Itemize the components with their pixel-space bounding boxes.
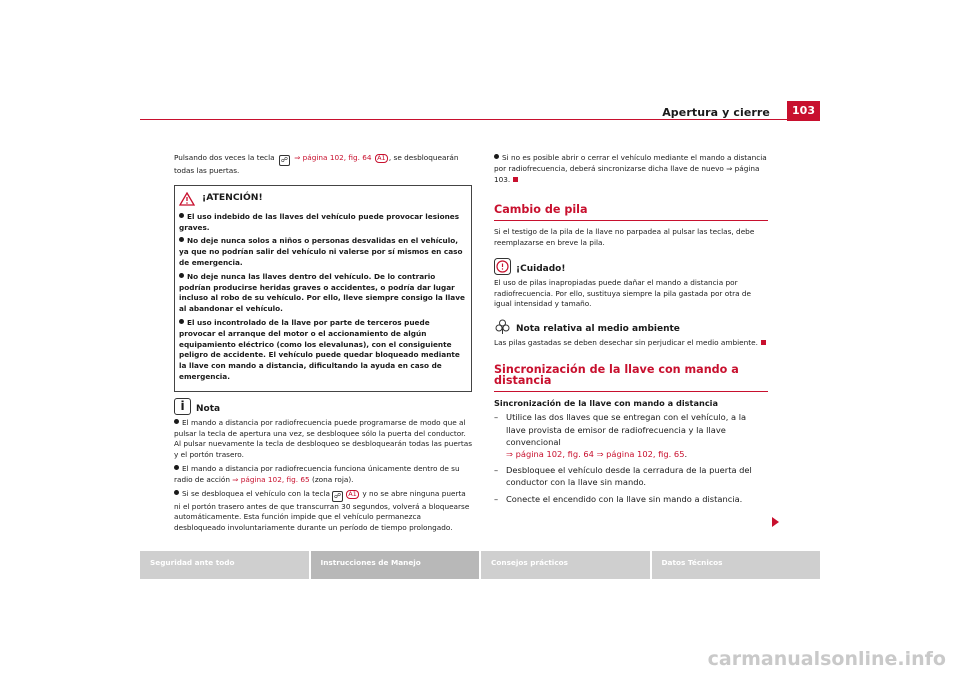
procedure-step: – Utilice las dos llaves que se entregan con el vehículo, a la llave provista de emisor de radiofrecuencia y la llave convencional ⇒ página 102, fig. 64 ⇒ página 102, fig. 65. [494, 412, 747, 459]
sync-bullet: Si no es posible abrir o cerrar el vehículo mediante el mando a distancia por radiofrecuencia, deberá sincronizarse dicha llave de nuevo ⇒ página 103. [494, 153, 767, 184]
procedure-steps [494, 411, 768, 504]
environment-icon [494, 318, 511, 335]
tab-datos[interactable]: Datos Técnicos [652, 551, 821, 579]
page-number: 103 [787, 101, 820, 121]
environment-paragraph: Las pilas gastadas se deben desechar sin perjudicar el medio ambiente. [494, 338, 768, 349]
tab-instrucciones[interactable]: Instrucciones de Manejo [311, 551, 480, 579]
link-page-102-fig-65[interactable]: ⇒ página 102, fig. 65 [232, 474, 310, 484]
tab-seguridad[interactable]: Seguridad ante todo [140, 551, 309, 579]
left-column [174, 153, 472, 537]
intro-paragraph: Pulsando dos veces la tecla ☍ ⇒ página 102, fig. 64 A1 , se desbloquearán todas las puertas. [174, 153, 459, 175]
footer-tabs [140, 551, 820, 579]
warning-triangle-icon [179, 192, 195, 206]
section-end-mark [761, 340, 766, 345]
battery-paragraph: Si el testigo de la pila de la llave no parpadea al pulsar las teclas, debe reemplazarse en breve la pila. [494, 227, 755, 247]
section-end-mark [513, 177, 518, 182]
section-title-cambio-de-pila: Cambio de pila [494, 205, 768, 221]
environment-title: Nota relativa al medio ambiente [516, 324, 680, 335]
caution-paragraph: El uso de pilas inapropiadas puede dañar el mando a distancia por radiofrecuencia. Por ello, sustituya siempre la pila gastada por otra de igual intensidad y tamaño. [494, 277, 751, 309]
section-title-sincronizacion: Sincronización de la llave con mando a distancia [494, 365, 768, 392]
caution-icon [494, 258, 511, 275]
procedure-step: – Desbloquee el vehículo desde la cerradura de la puerta del conductor con la llave sin mando. [494, 465, 752, 488]
page-header-title: Apertura y cierre [662, 106, 770, 119]
note-item: El mando a distancia por radiofrecuencia puede programarse de modo que al pulsar la tecla de apertura una vez, se desbloquee sólo la puerta del conductor. Al pulsar nuevamente la tecla de desbloqueo se desbloquearán todas las puertas y el portón trasero. [174, 417, 472, 460]
callout-badge: A1 [375, 154, 388, 163]
note-header [174, 398, 472, 415]
environment-header [494, 318, 768, 335]
link-page-102-figs[interactable]: ⇒ página 102, fig. 64 ⇒ página 102, fig. 65 [506, 448, 685, 459]
warning-item: El uso incontrolado de la llave por parte de terceros puede provocar el arranque del motor o el accionamiento de algún equipamiento eléctrico (como los elevalunas), con el consiguiente peligro de accidente. El vehículo puede quedar bloqueado mediante la llave con mando a distancia, dificultando la ayuda en caso de emergencia. [179, 317, 460, 381]
note-item: Si se desbloquea el vehículo con la tecla ☍ A1 y no se abre ninguna puerta ni el portón trasero antes de que transcurran 30 segundos, volverá a bloquearse automáticamente. Esta función impide que el vehículo permanezca desbloqueado involuntariamente durante un período de tiempo prolongado. [174, 488, 470, 533]
warning-item: El uso indebido de las llaves del vehículo puede provocar lesiones graves. [179, 211, 460, 232]
warning-box [174, 185, 472, 392]
procedure-subtitle: Sincronización de la llave con mando a distancia [494, 397, 719, 408]
next-page-arrow-icon[interactable] [772, 517, 779, 527]
header-rule [140, 119, 820, 120]
unlock-key-icon: ☍ [333, 491, 342, 500]
callout-badge: A1 [346, 490, 359, 499]
watermark: carmanualsonline.info [707, 648, 946, 670]
unlock-key-icon: ☍ [280, 156, 288, 164]
warning-header [179, 192, 467, 206]
note-icon: i [174, 398, 191, 415]
warning-item: No deje nunca solos a niños o personas desvalidas en el vehículo, ya que no podrían salir del vehículo ni valerse por sí mismos en caso de emergencia. [179, 236, 463, 267]
procedure-step: – Conecte el encendido con la llave sin mando a distancia. [494, 493, 743, 504]
page-reference: ⇒ página 103. [494, 163, 760, 184]
caution-header [494, 258, 768, 275]
note-item: El mando a distancia por radiofrecuencia funciona únicamente dentro de su radio de acción ⇒ página 102, fig. 65 (zona roja). [174, 463, 460, 484]
warning-title: ¡ATENCIÓN! [202, 192, 263, 204]
right-column [494, 153, 768, 509]
tab-consejos[interactable]: Consejos prácticos [481, 551, 650, 579]
link-page-102-fig-64[interactable]: ⇒ página 102, fig. 64 [294, 153, 372, 162]
warning-item: No deje nunca las llaves dentro del vehículo. De lo contrario podrían producirse heridas graves o accidentes, o podría dar lugar incluso al robo de su vehículo. Por ello, lleve siempre consigo la llave al abandonar el vehículo. [179, 271, 465, 314]
note-title: Nota [196, 403, 221, 414]
caution-title: ¡Cuidado! [516, 263, 566, 274]
